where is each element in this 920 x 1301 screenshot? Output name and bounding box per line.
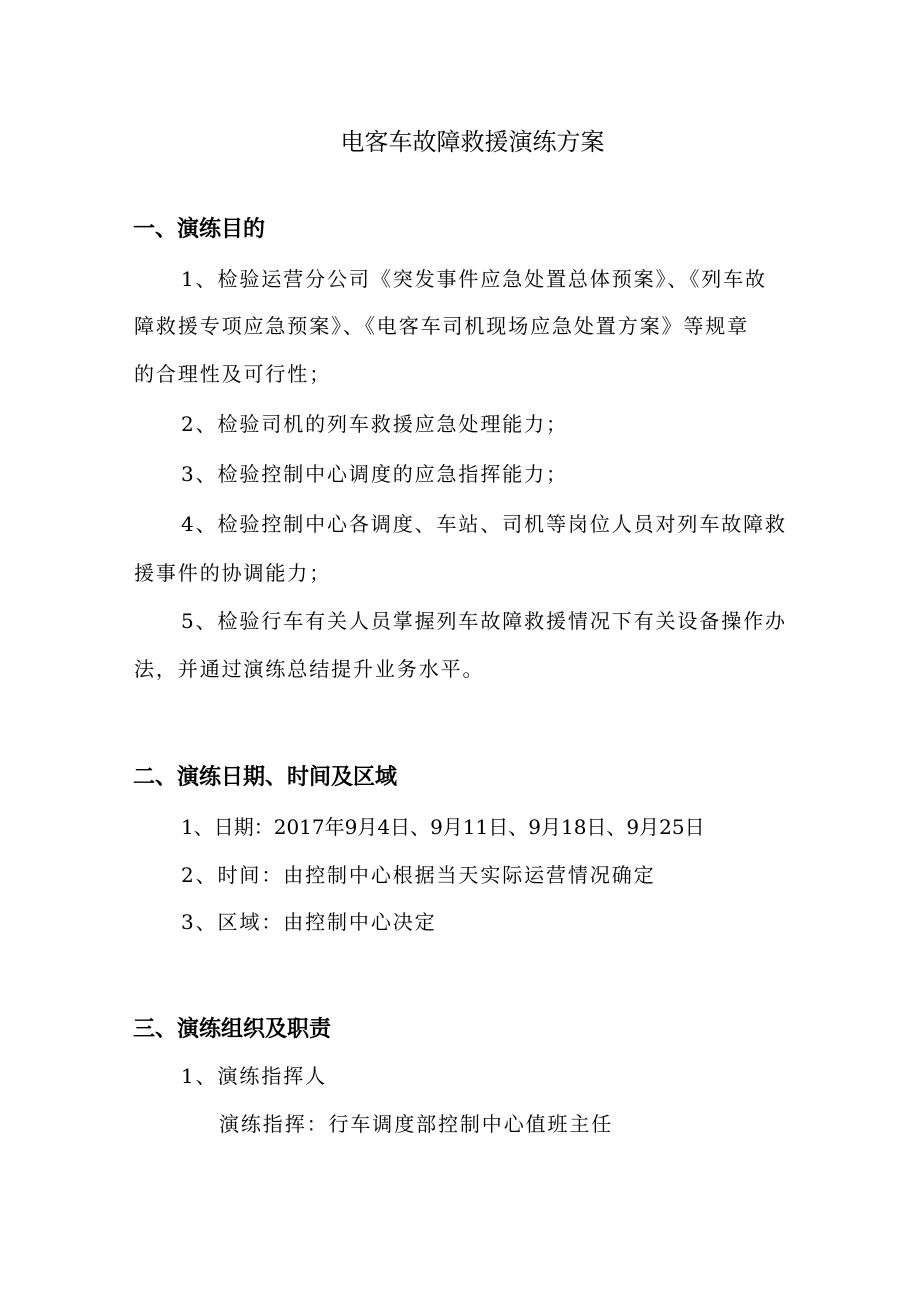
paragraph-line: 1、日期：2017年9月4日、9月11日、9月18日、9月25日 — [181, 815, 705, 839]
section-heading-purpose: 一、演练目的 — [133, 217, 266, 242]
section-heading-schedule: 二、演练日期、时间及区域 — [133, 765, 398, 790]
paragraph-line: 5、检验行车有关人员掌握列车故障救援情况下有关设备操作办 — [181, 609, 787, 633]
paragraph-line: 法，并通过演练总结提升业务水平。 — [134, 657, 485, 681]
paragraph-line: 4、检验控制中心各调度、车站、司机等岗位人员对列车故障救 — [181, 512, 787, 536]
document-title: 电客车故障救援演练方案 — [340, 128, 605, 156]
paragraph-line: 3、检验控制中心调度的应急指挥能力； — [181, 462, 568, 486]
paragraph-line: 障救援专项应急预案》、《电客车司机现场应急处置方案》等规章 — [134, 314, 750, 338]
paragraph-line: 3、区域：由控制中心决定 — [181, 910, 437, 934]
paragraph-line: 1、演练指挥人 — [181, 1064, 328, 1088]
paragraph-line: 2、检验司机的列车救援应急处理能力； — [181, 412, 568, 436]
paragraph-line: 援事件的协调能力； — [134, 561, 332, 585]
paragraph-line: 2、时间：由控制中心根据当天实际运营情况确定 — [181, 863, 656, 887]
paragraph-line: 的合理性及可行性； — [134, 362, 332, 386]
paragraph-line: 演练指挥：行车调度部控制中心值班主任 — [219, 1112, 614, 1136]
section-heading-organization: 三、演练组织及职责 — [133, 1017, 332, 1042]
paragraph-line: 1、检验运营分公司《突发事件应急处置总体预案》、《列车故 — [181, 267, 767, 291]
